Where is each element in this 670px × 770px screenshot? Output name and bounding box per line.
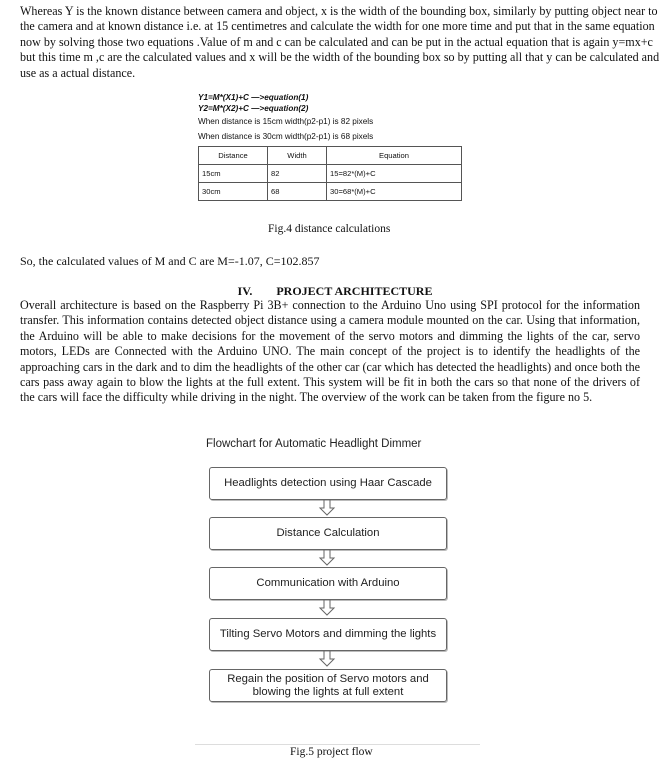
flowchart-step-3	[209, 567, 447, 600]
mc-result-text: So, the calculated values of M and C are M=-1.07, C=102.857	[20, 254, 320, 268]
table-row	[199, 165, 462, 183]
fig5-caption: Fig.5 project flow	[290, 746, 373, 758]
flowchart-step-label: Tilting Servo Motors and dimming the lights	[219, 628, 437, 640]
architecture-paragraph: Overall architecture is based on the Raspberry Pi 3B+ connection to the Arduino Uno using SPI protocol for the information transfer. This information contains detected object distance using a camera module mounted on the car. Using that information, the Arduino will be able to make decisions for the movement of the servo motors and dimming the lights of the car, servo motors, LEDs are Connected with the Arduino UNO. The main concept of the project is to identify the headlights of the approaching cars in the dark and to dim the headlights of the other car (car which has detected the headlights) and once both the cars pass away again to blow the lights at the full extent. This system will be fit in both the cars so that none of the drivers of the cars will face the difficulty while driving in the night. The overview of the work can be taken from the figure no 5.	[20, 298, 640, 405]
table-cell: 30=68*(M)+C	[327, 183, 462, 201]
flowchart-step-4	[209, 618, 447, 651]
flowchart-step-label: Communication with Arduino	[256, 577, 400, 589]
intro-line-5: use as a actual distance.	[20, 65, 136, 80]
distance-note-1: When distance is 15cm width(p2-p1) is 82 pixels	[198, 117, 374, 126]
caption-divider	[195, 744, 480, 745]
down-arrow-icon	[317, 600, 337, 616]
equation-2: Y2=M*(X2)+C —>equation(2)	[198, 104, 309, 113]
flowchart-step-label: Distance Calculation	[276, 527, 380, 539]
flowchart-step-label: Headlights detection using Haar Cascade	[224, 477, 432, 489]
table-cell: 15=82*(M)+C	[327, 165, 462, 183]
intro-paragraph	[20, 4, 660, 81]
distance-table	[198, 146, 462, 201]
intro-line-3: now by solving those two equations .Value of m and c can be calculated and can be put in the actual equation that is again y=mx+c	[20, 34, 653, 49]
table-cell: 15cm	[199, 165, 268, 183]
flowchart-title: Flowchart for Automatic Headlight Dimmer	[206, 438, 422, 450]
intro-line-2: the camera and at known distance i.e. at 15 centimetres and calculate the width for one more time and put that in the same equation	[20, 19, 655, 34]
equation-1: Y1=M*(X1)+C —>equation(1)	[198, 93, 309, 102]
section-number: IV.	[237, 284, 253, 298]
down-arrow-icon	[317, 500, 337, 516]
section-heading	[0, 284, 670, 299]
flowchart-step-2	[209, 517, 447, 550]
intro-line-1: Whereas Y is the known distance between camera and object, x is the width of the bounding box, similarly by putting object near to	[20, 4, 658, 18]
distance-note-2: When distance is 30cm width(p2-p1) is 68 pixels	[198, 132, 374, 141]
section-title: PROJECT ARCHITECTURE	[276, 284, 433, 298]
table-row	[199, 183, 462, 201]
flowchart-step-1	[209, 467, 447, 500]
table-cell: 68	[268, 183, 327, 201]
table-header-row	[199, 147, 462, 165]
fig4-caption: Fig.4 distance calculations	[268, 223, 391, 235]
down-arrow-icon	[317, 550, 337, 566]
down-arrow-icon	[317, 651, 337, 667]
table-header-equation: Equation	[327, 147, 462, 165]
table-cell: 30cm	[199, 183, 268, 201]
table-header-width: Width	[268, 147, 327, 165]
flowchart-step-5	[209, 669, 447, 702]
flowchart-step-label: Regain the position of Servo motors and blowing the lights at full extent	[227, 672, 429, 698]
table-header-distance: Distance	[199, 147, 268, 165]
table-cell: 82	[268, 165, 327, 183]
intro-line-4: but this time m ,c are the calculated values and x will be the width of the bounding box so by putting all that y can be calculated and	[20, 50, 660, 65]
